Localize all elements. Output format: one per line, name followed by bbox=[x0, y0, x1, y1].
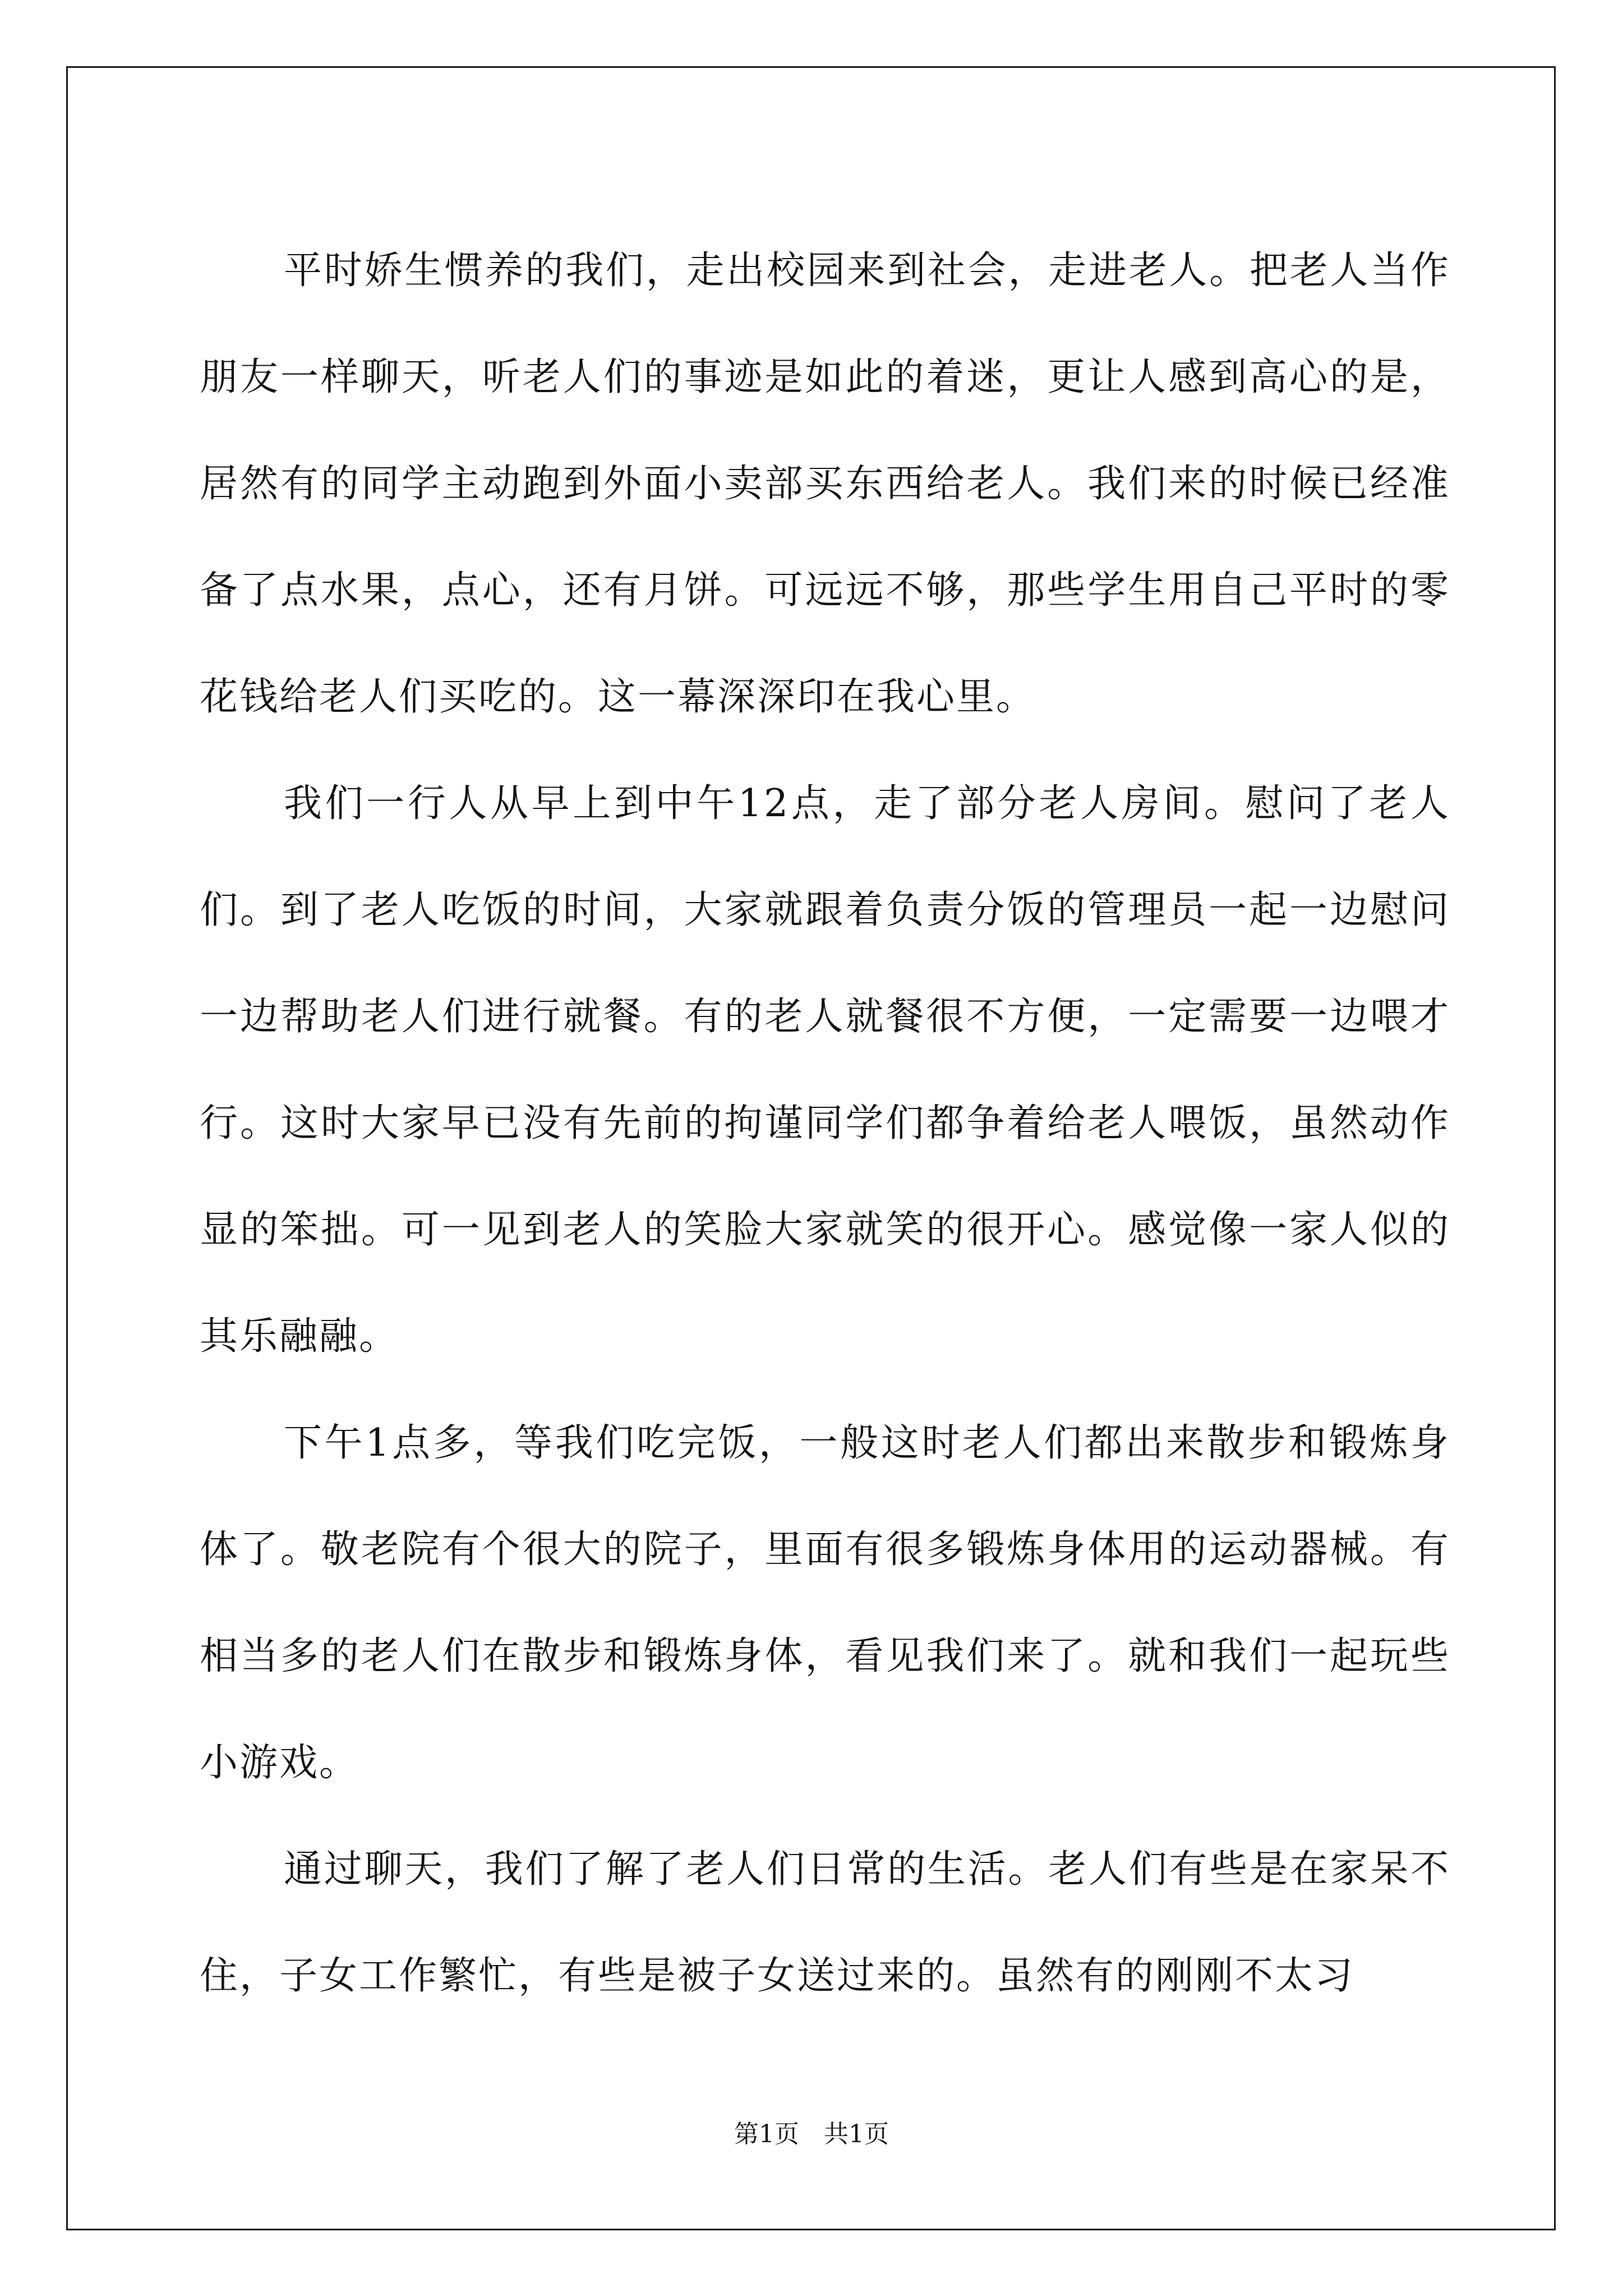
paragraph-4: 通过聊天，我们了解了老人们日常的生活。老人们有些是在家呆不住，子女工作繁忙，有些是被子女送过来的。虽然有的刚刚不太习 bbox=[200, 1847, 1450, 1998]
paragraph-3: 下午1点多，等我们吃完饭，一般这时老人们都出来散步和锻炼身体了。敬老院有个很大的院子，里面有很多锻炼身体用的运动器械。有相当多的老人们在散步和锻炼身体，看见我们来了。就和我们一起玩些小游戏。 bbox=[200, 1421, 1450, 1785]
document-body bbox=[200, 218, 1450, 2030]
paragraph-1: 平时娇生惯养的我们，走出校园来到社会，走进老人。把老人当作朋友一样聊天，听老人们的事迹是如此的着迷，更让人感到高心的是，居然有的同学主动跑到外面小卖部买东西给老人。我们来的时候已经准备了点水果，点心，还有月饼。可远远不够，那些学生用自己平时的零花钱给老人们买吃的。这一幕深深印在我心里。 bbox=[200, 249, 1450, 719]
page-number-footer: 第1页 共1页 bbox=[734, 2120, 889, 2148]
paragraph-2: 我们一行人从早上到中午12点，走了部分老人房间。慰问了老人们。到了老人吃饭的时间，大家就跟着负责分饭的管理员一起一边慰问一边帮助老人们进行就餐。有的老人就餐很不方便，一定需要一边喂才行。这时大家早已没有先前的拘谨同学们都争着给老人喂饭，虽然动作显的笨拙。可一见到老人的笑脸大家就笑的很开心。感觉像一家人似的其乐融融。 bbox=[200, 781, 1450, 1359]
